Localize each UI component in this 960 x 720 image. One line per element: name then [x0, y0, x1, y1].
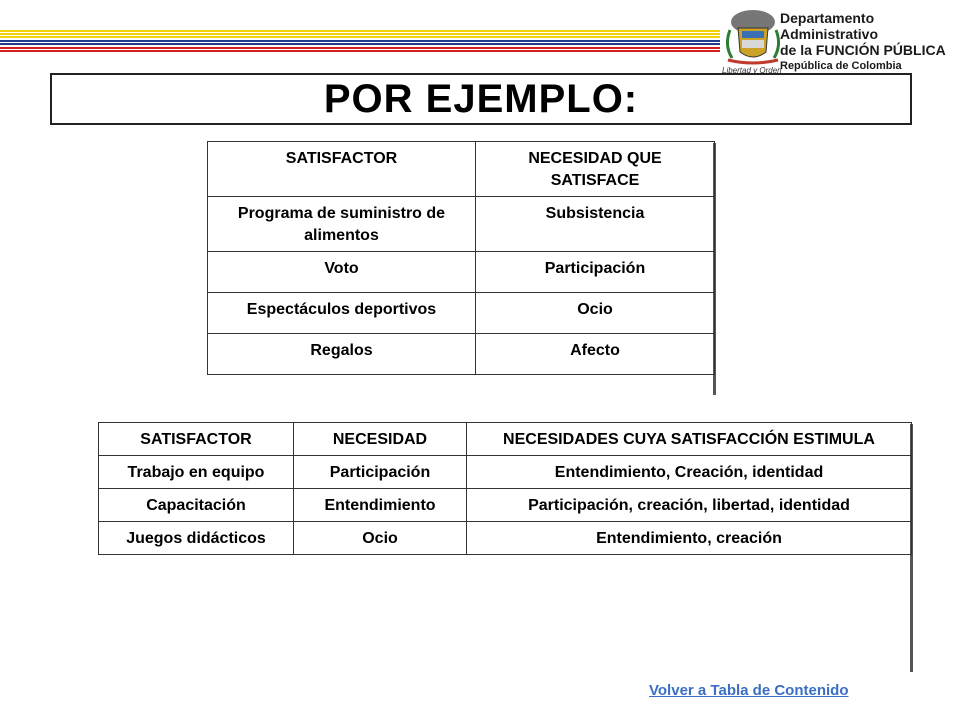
table-cell: Entendimiento, creación: [467, 522, 912, 555]
stripe-yellow: [0, 30, 720, 32]
table-cell: Entendimiento, Creación, identidad: [467, 456, 912, 489]
stripe-red: [0, 47, 720, 49]
header-cell: NECESIDAD QUE SATISFACE: [476, 142, 715, 197]
stripe-red: [0, 50, 720, 52]
motto: Libertad y Orden: [722, 66, 782, 75]
org-line-1: Departamento Administrativo: [780, 10, 879, 42]
table-cell: Afecto: [476, 334, 715, 375]
needs-table: [98, 422, 912, 555]
page-title: POR EJEMPLO:: [323, 76, 639, 121]
table-row: [208, 334, 715, 375]
table-cell: Participación: [294, 456, 467, 489]
header-cell: SATISFACTOR: [208, 142, 476, 197]
table-cell: Ocio: [294, 522, 467, 555]
table-cell: Participación, creación, libertad, identidad: [467, 489, 912, 522]
table-row: [99, 522, 912, 555]
stripe-yellow: [0, 33, 720, 35]
title-box: [50, 73, 912, 125]
header-cell: NECESIDAD: [294, 423, 467, 456]
table-cell: Ocio: [476, 293, 715, 334]
table-cell: Programa de suministro de alimentos: [208, 197, 476, 252]
stripe-blue: [0, 40, 720, 42]
table-cell: Regalos: [208, 334, 476, 375]
header-cell: NECESIDADES CUYA SATISFACCIÓN ESTIMULA: [467, 423, 912, 456]
back-to-contents-link[interactable]: Volver a Tabla de Contenido: [649, 682, 849, 699]
table-row: [208, 197, 715, 252]
table-header-row: [208, 142, 715, 197]
table-cell: Trabajo en equipo: [99, 456, 294, 489]
satisfactor-table: [207, 141, 715, 375]
table-header-row: [99, 423, 912, 456]
table-row: [208, 252, 715, 293]
org-line-3: República de Colombia: [780, 60, 902, 72]
table-cell: Espectáculos deportivos: [208, 293, 476, 334]
table-cell: Subsistencia: [476, 197, 715, 252]
stripe-yellow: [0, 36, 720, 38]
stripe-blue: [0, 43, 720, 45]
table-cell: Participación: [476, 252, 715, 293]
table-row: [99, 489, 912, 522]
table-row: [99, 456, 912, 489]
table-cell: Juegos didácticos: [99, 522, 294, 555]
table-row: [208, 293, 715, 334]
header-cell: SATISFACTOR: [99, 423, 294, 456]
organization-name: [780, 10, 955, 74]
org-line-2: de la FUNCIÓN PÚBLICA: [780, 42, 946, 58]
flag-stripes: [0, 30, 720, 54]
table-cell: Voto: [208, 252, 476, 293]
table-cell: Capacitación: [99, 489, 294, 522]
table-cell: Entendimiento: [294, 489, 467, 522]
